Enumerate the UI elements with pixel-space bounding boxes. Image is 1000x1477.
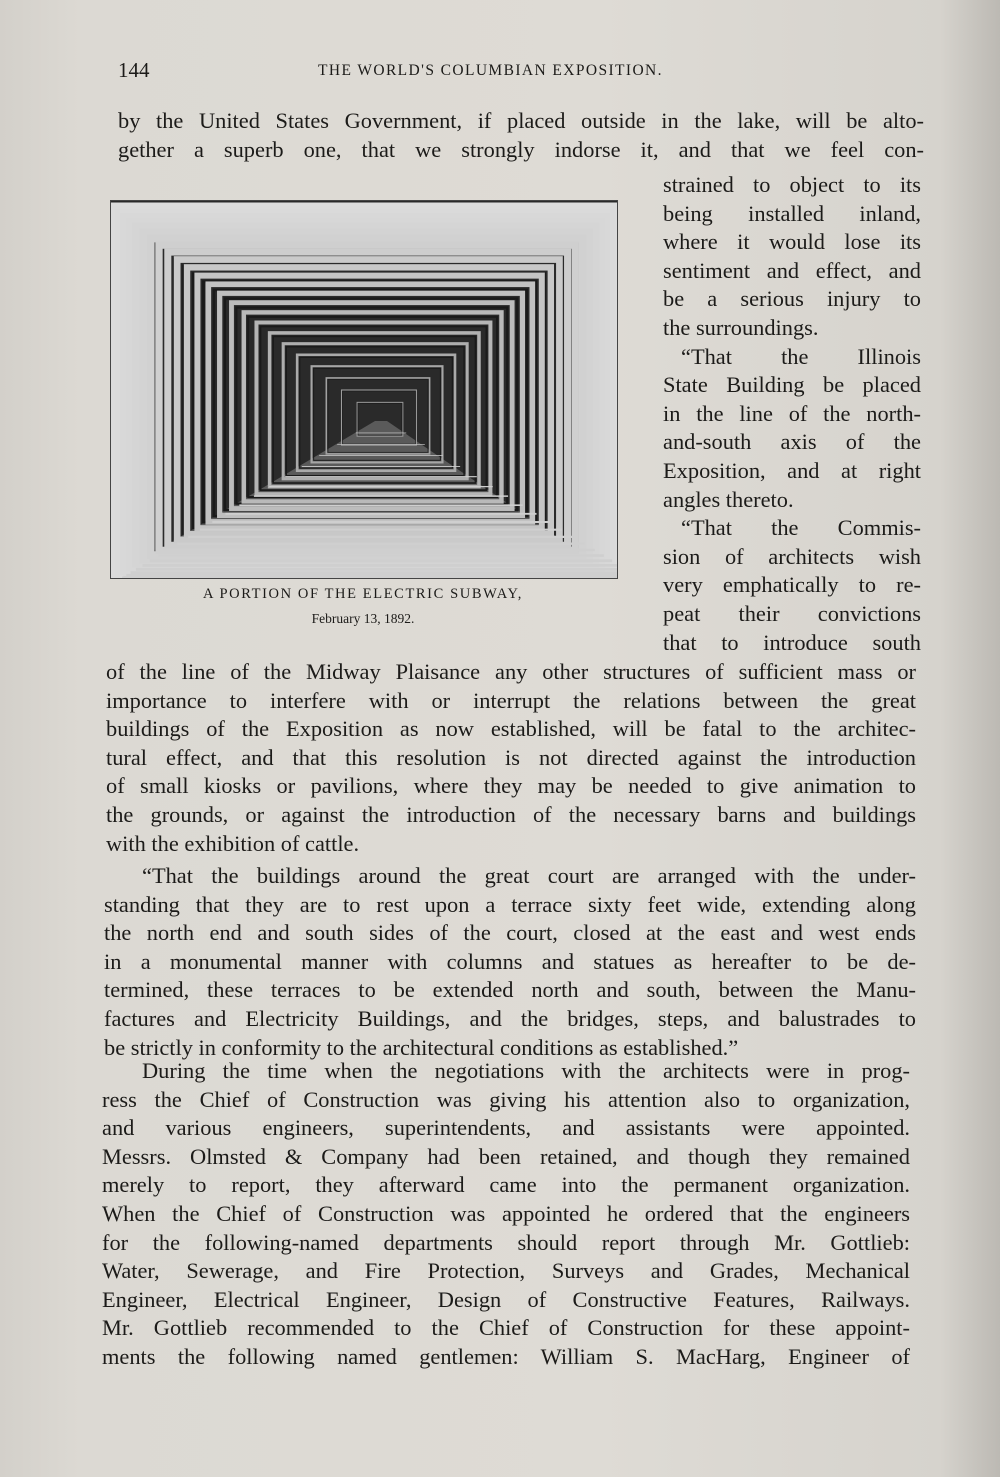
text-line: factures and Electricity Buildings, and the bridges, steps, and balustrades to (104, 1005, 916, 1031)
side-column-text (663, 171, 921, 657)
paragraph-opening (118, 107, 924, 164)
text-line: merely to report, they afterward came into the permanent organization. (102, 1172, 910, 1198)
text-line: “That the Illinois (681, 343, 921, 369)
text-line: sion of architects wish (663, 543, 921, 569)
text-line: angles thereto. (663, 486, 794, 512)
running-header (118, 58, 918, 88)
text-line: “That the buildings around the great court are arranged with the under- (142, 863, 916, 888)
text-line: buildings of the Exposition as now established, will be fatal to the architec- (106, 716, 916, 742)
text-line: in the line of the north- (663, 400, 921, 426)
text-line: State Building be placed (663, 372, 921, 398)
running-title: THE WORLD'S COLUMBIAN EXPOSITION. (318, 62, 663, 79)
text-line: During the time when the negotiations with the architects were in prog- (142, 1058, 910, 1083)
figure-caption-date: February 13, 1892. (311, 611, 415, 626)
paragraph-continuation (106, 658, 916, 858)
text-line: the north end and south sides of the court, closed at the east and west ends (104, 920, 916, 946)
page-number: 144 (118, 58, 150, 82)
text-line: be strictly in conformity to the architectural conditions as established.” (104, 1034, 739, 1060)
text-line: that to introduce south (663, 629, 921, 655)
text-line: When the Chief of Construction was appointed he ordered that the engineers (102, 1200, 910, 1226)
text-line: Exposition, and at right (663, 457, 921, 483)
text-line: ress the Chief of Construction was giving his attention also to organization, (102, 1086, 910, 1112)
text-line: in a monumental manner with columns and statues as hereafter to be de- (104, 948, 916, 974)
text-line: with the exhibition of cattle. (106, 830, 360, 856)
text-line: strained to object to its (663, 172, 921, 197)
text-line: and-south axis of the (663, 429, 921, 455)
text-line: by the United States Government, if placed outside in the lake, will be alto- (118, 108, 924, 133)
text-line: the grounds, or against the introduction of the necessary barns and buildings (106, 801, 916, 827)
text-line: being installed inland, (663, 200, 921, 226)
text-line: very emphatically to re- (663, 572, 921, 598)
text-line: of small kiosks or pavilions, where they may be needed to give animation to (106, 773, 916, 799)
figure-caption: A PORTION OF THE ELECTRIC SUBWAY, (203, 586, 523, 602)
text-line: Water, Sewerage, and Fire Protection, Surveys and Grades, Mechanical (102, 1258, 910, 1284)
text-line: Mr. Gottlieb recommended to the Chief of Construction for these appoint- (102, 1315, 910, 1341)
text-line: peat their convictions (663, 600, 921, 626)
text-line: ments the following named gentlemen: William S. MacHarg, Engineer of (102, 1343, 910, 1369)
electric-subway-photo (110, 200, 618, 579)
text-line: and various engineers, superintendents, and assistants were appointed. (102, 1115, 910, 1141)
text-line: of the line of the Midway Plaisance any other structures of sufficient mass or (106, 659, 916, 684)
text-line: standing that they are to rest upon a terrace sixty feet wide, extending along (104, 891, 916, 917)
text-line: Engineer, Electrical Engineer, Design of Constructive Features, Railways. (102, 1286, 910, 1312)
text-line: tural effect, and that this resolution is not directed against the introduction (106, 744, 916, 770)
text-line: termined, these terraces to be extended north and south, between the Manu- (104, 977, 916, 1003)
tunnel-illustration (111, 201, 617, 578)
text-line: where it would lose its (663, 229, 921, 255)
paragraph-terrace (104, 862, 916, 1062)
text-line: for the following-named departments should report through Mr. Gottlieb: (102, 1229, 910, 1255)
text-line: “That the Commis- (681, 515, 921, 541)
text-line: gether a superb one, that we strongly indorse it, and that we feel con- (118, 136, 924, 162)
text-line: Messrs. Olmsted & Company had been retained, and though they remained (102, 1143, 910, 1169)
text-line: sentiment and effect, and (663, 257, 921, 283)
paragraph-organization (102, 1057, 910, 1372)
text-line: the surroundings. (663, 314, 819, 340)
text-line: be a serious injury to (663, 286, 921, 312)
text-line: importance to interfere with or interrupt the relations between the great (106, 687, 916, 713)
